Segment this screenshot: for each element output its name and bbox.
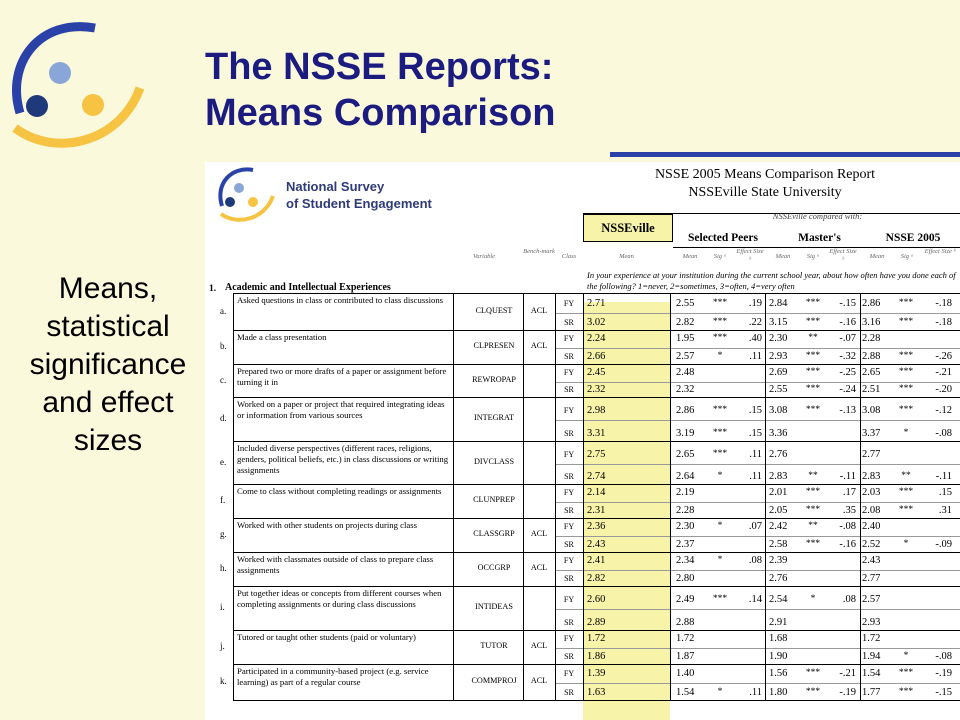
masters-sig: *** [805, 317, 821, 327]
masters-mean: 1.90 [769, 651, 788, 662]
column-border [860, 293, 861, 700]
peer-mean: 1.72 [676, 633, 695, 644]
row-benchmark: ACL [530, 676, 548, 685]
row-split [555, 570, 960, 571]
masters-mean: 2.83 [769, 471, 788, 482]
group-header-masters: Master's [798, 232, 841, 244]
peer-mean: 2.32 [676, 384, 695, 395]
col-header-masters-sig: Sig ᵃ [806, 253, 820, 260]
class-label: FY [563, 556, 575, 565]
own-mean: 2.98 [587, 405, 606, 416]
col-header-benchmark: Bench-mark [523, 248, 555, 255]
row-border [233, 441, 960, 442]
class-label: SR [564, 618, 574, 627]
masters-sig: *** [805, 487, 821, 497]
nsse-mean: 2.57 [862, 594, 881, 605]
masters-sig: *** [805, 405, 821, 415]
class-label: SR [564, 540, 574, 549]
row-variable: CLASSGRP [473, 529, 515, 538]
nsse-effect: -.26 [935, 351, 952, 362]
row-variable: TUTOR [480, 641, 508, 650]
peer-effect: .15 [748, 405, 762, 416]
col-header-variable: Variable [472, 253, 496, 260]
row-split [555, 313, 960, 314]
row-border [233, 552, 960, 553]
peer-sig: *** [712, 428, 728, 438]
peer-effect: .40 [748, 333, 762, 344]
masters-sig: ** [808, 471, 818, 481]
question-prompt: In your experience at your institution during the current school year, about how often have you done each of the following? 1=never, 2=sometimes, 3=often, 4=very often [587, 270, 956, 291]
own-mean: 2.74 [587, 471, 606, 482]
row-letter: k. [220, 676, 227, 686]
peer-sig: *** [712, 594, 728, 604]
col-header-masters-effect: Effect Size ᵇ [829, 248, 857, 263]
nsse-effect: .15 [938, 487, 952, 498]
nsse-sig: *** [898, 487, 914, 497]
row-variable: REWROPAP [472, 374, 516, 384]
masters-mean: 3.15 [769, 317, 788, 328]
row-question: Worked with other students on projects during class [237, 520, 418, 530]
masters-mean: 2.76 [769, 448, 788, 460]
nsse-mean: 2.65 [862, 366, 881, 378]
own-mean: 2.82 [587, 573, 606, 584]
masters-mean: 1.56 [769, 668, 788, 679]
nsse-sig: *** [898, 687, 914, 697]
masters-effect: -.21 [839, 668, 856, 679]
nsse-sig: *** [898, 297, 914, 308]
row-letter: i. [220, 602, 225, 612]
row-question: Worked on a paper or project that required integrating ideas or information from various sources [237, 399, 445, 420]
row-variable: DIVCLASS [473, 456, 515, 466]
row-question: Made a class presentation [237, 332, 327, 342]
class-label: SR [564, 688, 574, 697]
own-mean: 2.75 [587, 448, 606, 460]
report-title [605, 166, 925, 202]
peer-effect: .11 [749, 351, 762, 362]
column-border [583, 293, 584, 700]
own-mean: 2.89 [587, 617, 606, 628]
masters-sig: *** [805, 351, 821, 361]
slide-caption: Means, statistical significance and effect sizes [29, 272, 187, 457]
nsse-mean: 2.40 [862, 521, 881, 532]
peer-mean: 2.30 [676, 521, 695, 532]
own-mean: 2.43 [587, 539, 606, 550]
own-mean: 2.14 [587, 487, 606, 498]
row-benchmark: ACL [530, 305, 548, 315]
peer-effect: .08 [748, 555, 762, 566]
peer-sig: *** [712, 317, 728, 327]
row-letter: j. [220, 641, 225, 651]
col-header-masters-mean: Mean [775, 253, 791, 260]
peer-effect: .22 [748, 317, 762, 328]
masters-mean: 3.08 [769, 405, 788, 416]
row-benchmark: ACL [530, 529, 548, 538]
class-label: SR [564, 652, 574, 661]
peer-mean: 1.95 [676, 333, 695, 344]
masters-sig: *** [805, 505, 821, 515]
class-label: FY [563, 367, 575, 377]
row-letter: b. [220, 341, 227, 351]
column-border [233, 293, 234, 700]
nsse-effect: -.19 [935, 668, 952, 679]
col-header-nsse-sig: Sig ᵃ [900, 253, 914, 260]
own-mean: 2.71 [587, 297, 606, 309]
own-mean: 1.39 [587, 668, 606, 679]
masters-mean: 2.69 [769, 366, 788, 378]
own-mean: 2.41 [587, 555, 606, 566]
peer-effect: .11 [749, 448, 762, 460]
nsse-effect: -.18 [935, 317, 952, 328]
row-border [233, 293, 960, 294]
nsse-mean: 2.43 [862, 555, 881, 566]
nsse-mean: 2.83 [862, 471, 881, 482]
class-label: FY [563, 449, 575, 459]
masters-mean: 3.36 [769, 428, 788, 439]
masters-effect: -.08 [839, 521, 856, 532]
row-split [555, 348, 960, 349]
col-header-peer-sig: Sig ᵃ [713, 253, 727, 260]
nsse-mean: 1.54 [862, 668, 881, 679]
class-label: SR [564, 352, 574, 361]
class-label: SR [564, 506, 574, 515]
masters-mean: 2.39 [769, 555, 788, 566]
masters-mean: 2.93 [769, 351, 788, 362]
report-image [205, 162, 960, 720]
peer-mean: 2.37 [676, 539, 695, 550]
peer-sig: *** [712, 405, 728, 415]
rule [673, 247, 960, 248]
title-line-2: Means Comparison [205, 92, 556, 134]
row-border [233, 586, 960, 587]
nsse-sig: *** [898, 317, 914, 327]
masters-effect: .17 [842, 487, 856, 498]
logo-line-1: National Survey [286, 179, 385, 194]
group-header-nsse: NSSE 2005 [885, 232, 941, 244]
nsse-effect: -.11 [935, 471, 952, 482]
own-mean: 1.72 [587, 633, 606, 644]
column-border [670, 293, 671, 700]
row-split [555, 536, 960, 537]
peer-mean: 2.65 [676, 448, 695, 460]
class-label: FY [563, 488, 575, 497]
nsse-sig: *** [898, 366, 914, 377]
class-label: SR [564, 429, 574, 438]
class-label: SR [564, 385, 574, 394]
masters-effect: .35 [842, 505, 856, 516]
row-benchmark: ACL [530, 563, 548, 572]
masters-mean: 2.91 [769, 617, 788, 628]
row-variable: CLPRESEN [473, 341, 515, 350]
masters-sig: *** [805, 687, 821, 697]
nsse-mean: 2.88 [862, 351, 881, 362]
section-title: Academic and Intellectual Experiences [225, 282, 391, 293]
nsse-sig: *** [898, 668, 914, 678]
report-logo [213, 164, 448, 224]
masters-mean: 2.54 [769, 594, 788, 605]
class-label: FY [563, 406, 575, 415]
column-border [523, 293, 524, 700]
peer-mean: 2.82 [676, 317, 695, 328]
class-label: SR [564, 472, 574, 481]
nsse-mean: 2.77 [862, 573, 881, 584]
row-border [233, 518, 960, 519]
row-letter: f. [220, 495, 226, 505]
title-line-1: The NSSE Reports: [205, 46, 554, 88]
nsse-mean: 2.51 [862, 384, 881, 395]
row-letter: d. [220, 413, 227, 423]
nsse-logo-graphic [0, 18, 150, 158]
peer-mean: 2.34 [676, 555, 695, 566]
own-mean: 2.36 [587, 521, 606, 532]
col-header-peer-effect: Effect Size ᵇ [736, 248, 764, 263]
row-question: Worked with classmates outside of class to prepare class assignments [237, 554, 434, 575]
masters-sig: *** [805, 668, 821, 678]
class-label: FY [563, 595, 575, 604]
col-header-class: Class [561, 253, 577, 260]
row-question: Participated in a community-based project (e.g. service learning) as part of a regular course [237, 666, 429, 687]
row-variable: COMMPROJ [471, 676, 517, 685]
peer-effect: .19 [748, 297, 762, 309]
row-letter: g. [220, 529, 227, 539]
row-question: Come to class without completing readings or assignments [237, 486, 442, 496]
row-benchmark: ACL [530, 641, 548, 650]
peer-mean: 2.48 [676, 366, 695, 378]
report-logo-icon [213, 164, 283, 224]
nsse-mean: 3.08 [862, 405, 881, 416]
own-mean: 2.45 [587, 366, 606, 378]
nsse-effect: -.09 [935, 539, 952, 550]
peer-mean: 2.28 [676, 505, 695, 516]
title-underline [610, 152, 960, 157]
row-border [233, 700, 960, 701]
own-mean: 2.66 [587, 351, 606, 362]
nsse-effect: -.08 [935, 428, 952, 439]
masters-effect: -.32 [839, 351, 856, 362]
nsse-sig: *** [898, 405, 914, 415]
masters-effect: .08 [842, 594, 856, 605]
peer-mean: 2.19 [676, 487, 695, 498]
row-question: Asked questions in class or contributed to class discussions [237, 295, 444, 305]
peer-sig: *** [712, 448, 728, 459]
row-border [233, 397, 960, 398]
own-mean: 2.60 [587, 594, 606, 605]
masters-mean: 2.01 [769, 487, 788, 498]
class-label: FY [563, 522, 575, 531]
row-border [233, 484, 960, 485]
nsse-mean: 2.28 [862, 333, 881, 344]
row-border [233, 664, 960, 665]
peer-mean: 2.80 [676, 573, 695, 584]
row-benchmark: ACL [530, 341, 548, 350]
nsse-mean: 2.86 [862, 297, 881, 309]
col-header-mean: Mean [619, 253, 634, 260]
masters-mean: 2.42 [769, 521, 788, 532]
column-border [555, 293, 556, 700]
nsse-effect: -.12 [935, 405, 952, 416]
peer-mean: 2.57 [676, 351, 695, 362]
masters-effect: -.07 [839, 333, 856, 344]
own-mean: 1.63 [587, 687, 606, 698]
section-number: 1. [209, 284, 217, 294]
peer-sig: * [717, 351, 723, 361]
masters-sig: * [810, 594, 816, 604]
compared-with-label: NSSEville compared with: [772, 211, 863, 221]
masters-mean: 2.05 [769, 505, 788, 516]
nsse-mean: 3.37 [862, 428, 881, 439]
nsse-mean: 3.16 [862, 317, 881, 328]
nsse-mean: 2.77 [862, 448, 881, 460]
masters-effect: -.16 [839, 539, 856, 550]
row-letter: c. [220, 374, 227, 385]
masters-effect: -.16 [839, 317, 856, 328]
peer-effect: .14 [748, 594, 762, 605]
nsse-effect: -.15 [935, 687, 952, 698]
row-split [555, 420, 960, 421]
class-label: FY [563, 634, 575, 643]
peer-effect: .11 [749, 471, 762, 482]
peer-mean: 1.40 [676, 668, 695, 679]
row-question: Tutored or taught other students (paid or voluntary) [237, 632, 416, 642]
peer-mean: 2.49 [676, 594, 695, 605]
row-question: Put together ideas or concepts from different courses when completing assignments or during class discussions [237, 588, 442, 609]
peer-mean: 1.87 [676, 651, 695, 662]
class-label: SR [564, 318, 574, 327]
masters-mean: 2.55 [769, 384, 788, 395]
peer-sig: * [717, 687, 723, 697]
masters-effect: -.11 [839, 471, 856, 482]
nsse-sig: ** [901, 471, 911, 481]
own-group-header: NSSEville [583, 214, 673, 242]
row-split [555, 382, 960, 383]
masters-sig: *** [805, 539, 821, 549]
peer-sig: *** [712, 297, 728, 308]
row-variable: INTIDEAS [475, 602, 513, 611]
masters-effect: -.13 [839, 405, 856, 416]
peer-sig: *** [712, 333, 728, 343]
own-mean: 2.31 [587, 505, 606, 516]
row-question: Prepared two or more drafts of a paper or assignment before turning it in [237, 366, 447, 387]
row-split [555, 683, 960, 684]
masters-sig: *** [805, 366, 821, 377]
own-mean: 2.32 [587, 384, 606, 395]
column-border [765, 293, 766, 700]
own-mean: 2.24 [587, 333, 606, 344]
nsse-sig: *** [898, 505, 914, 515]
row-letter: a. [220, 305, 227, 316]
nsse-sig: * [903, 539, 909, 549]
nsse-sig: *** [898, 384, 914, 394]
row-border [233, 364, 960, 365]
class-label: SR [564, 574, 574, 583]
nsse-mean: 2.52 [862, 539, 881, 550]
masters-mean: 2.30 [769, 333, 788, 344]
peer-mean: 2.88 [676, 617, 695, 628]
group-header-peers: Selected Peers [688, 232, 758, 244]
row-split [555, 609, 960, 610]
report-title-1: NSSE 2005 Means Comparison Report [654, 167, 876, 182]
peer-mean: 3.19 [676, 428, 695, 439]
peer-effect: .07 [748, 521, 762, 532]
peer-effect: .11 [749, 687, 762, 698]
class-label: FY [563, 298, 575, 308]
report-logo-text [286, 178, 432, 212]
masters-mean: 1.80 [769, 687, 788, 698]
nsse-effect: -.08 [935, 651, 952, 662]
peer-sig: * [717, 521, 723, 531]
class-label: FY [563, 669, 575, 678]
slide-title [205, 44, 556, 136]
class-label: FY [563, 334, 575, 343]
nsse-mean: 2.03 [862, 487, 881, 498]
nsse-effect: -.21 [935, 366, 952, 378]
report-title-2: NSSEville State University [688, 185, 842, 200]
column-border [453, 293, 454, 700]
nsse-mean: 1.94 [862, 651, 881, 662]
col-header-nsse-mean: Mean [869, 253, 885, 260]
row-variable: OCCGRP [477, 563, 511, 572]
peer-effect: .15 [748, 428, 762, 439]
col-header-peer-mean: Mean [682, 253, 698, 260]
nsse-sig: * [903, 428, 909, 438]
masters-effect: -.25 [839, 366, 856, 378]
peer-mean: 2.64 [676, 471, 695, 482]
row-variable: CLUNPREP [473, 495, 515, 504]
row-letter: e. [220, 456, 227, 467]
logo-line-2: of Student Engagement [286, 196, 432, 211]
nsse-effect: -.20 [935, 384, 952, 395]
own-mean: 3.02 [587, 317, 606, 328]
peer-sig: * [717, 555, 723, 565]
masters-mean: 1.68 [769, 633, 788, 644]
masters-effect: -.24 [839, 384, 856, 395]
masters-sig: ** [808, 333, 818, 343]
row-split [555, 464, 960, 465]
masters-sig: *** [805, 297, 821, 308]
nsse-sig: *** [898, 351, 914, 361]
nsse-mean: 2.08 [862, 505, 881, 516]
nsse-mean: 1.72 [862, 633, 881, 644]
row-variable: INTEGRAT [473, 413, 515, 422]
col-header-nsse-effect: Effect Size ᵇ [924, 248, 956, 255]
peer-sig: * [717, 471, 723, 481]
masters-mean: 2.76 [769, 573, 788, 584]
nsse-effect: .31 [938, 505, 952, 516]
masters-mean: 2.58 [769, 539, 788, 550]
masters-sig: *** [805, 384, 821, 394]
peer-mean: 2.86 [676, 405, 695, 416]
peer-mean: 1.54 [676, 687, 695, 698]
row-split [555, 648, 960, 649]
masters-sig: ** [808, 521, 818, 531]
nsse-mean: 1.77 [862, 687, 881, 698]
masters-mean: 2.84 [769, 297, 788, 309]
row-variable: CLQUEST [475, 305, 513, 315]
masters-effect: -.19 [839, 687, 856, 698]
row-border [233, 630, 960, 631]
nsse-effect: -.18 [935, 297, 952, 309]
row-letter: h. [220, 563, 227, 573]
own-mean: 3.31 [587, 428, 606, 439]
own-mean: 1.86 [587, 651, 606, 662]
row-border [233, 330, 960, 331]
row-question: Included diverse perspectives (different races, religions, genders, political beliefs, etc.) in class discussions or writing assignments [237, 443, 449, 475]
row-split [555, 502, 960, 503]
masters-effect: -.15 [839, 297, 856, 309]
peer-mean: 2.55 [676, 297, 695, 309]
nsse-mean: 2.93 [862, 617, 881, 628]
nsse-sig: * [903, 651, 909, 661]
